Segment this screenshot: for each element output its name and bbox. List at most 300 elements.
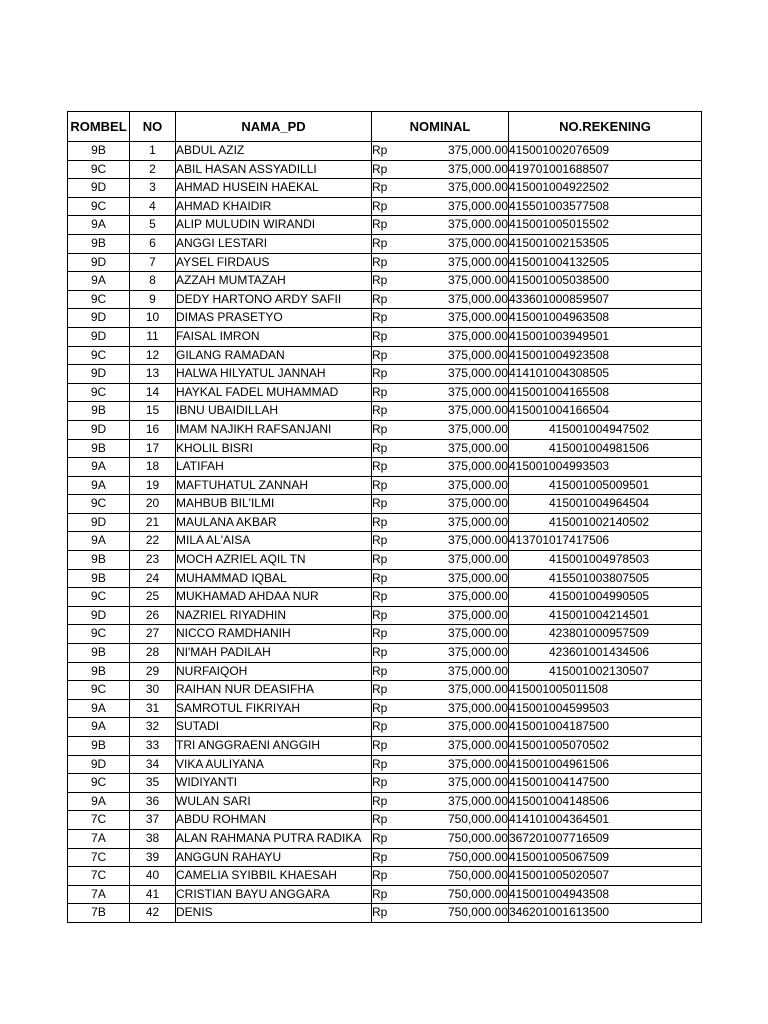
nominal-cell (372, 290, 509, 309)
table-row (68, 160, 702, 179)
table-row (68, 383, 702, 402)
no-cell: 25 (130, 588, 176, 607)
nominal-amount: 375,000.00 (447, 570, 508, 585)
currency-label: Rp (372, 589, 388, 604)
rekening-cell: 415001004599503 (509, 699, 702, 718)
nominal-amount: 375,000.00 (447, 700, 508, 715)
no-cell: 21 (130, 513, 176, 532)
nominal-amount: 375,000.00 (447, 514, 508, 529)
nominal-amount: 375,000.00 (447, 384, 508, 399)
rombel-cell: 9C (68, 774, 130, 793)
nama-cell: KHOLIL BISRI (176, 439, 372, 458)
no-cell: 10 (130, 309, 176, 328)
rekening-cell: 367201007716509 (509, 829, 702, 848)
nominal-amount: 375,000.00 (447, 793, 508, 808)
nominal-cell (372, 216, 509, 235)
rombel-cell: 9D (68, 513, 130, 532)
currency-label: Rp (372, 235, 388, 250)
no-cell: 22 (130, 532, 176, 551)
table-row (68, 551, 702, 570)
no-cell: 28 (130, 644, 176, 663)
nominal-amount: 375,000.00 (447, 589, 508, 604)
nama-cell: MUKHAMAD AHDAA NUR (176, 588, 372, 607)
nominal-cell (372, 699, 509, 718)
nama-cell: ABDUL AZIZ (176, 142, 372, 161)
table-row (68, 644, 702, 663)
no-cell: 19 (130, 476, 176, 495)
currency-label: Rp (372, 347, 388, 362)
nama-cell: CAMELIA SYIBBIL KHAESAH (176, 867, 372, 886)
table-row (68, 606, 702, 625)
rombel-cell: 7B (68, 904, 130, 923)
nama-cell: AZZAH MUMTAZAH (176, 272, 372, 291)
table-row (68, 402, 702, 421)
nominal-amount: 375,000.00 (447, 421, 508, 436)
rombel-cell: 9D (68, 365, 130, 384)
nominal-amount: 375,000.00 (447, 552, 508, 567)
nominal-cell (372, 848, 509, 867)
nama-cell: NICCO RAMDHANIH (176, 625, 372, 644)
no-cell: 23 (130, 551, 176, 570)
nominal-amount: 375,000.00 (447, 607, 508, 622)
rekening-cell: 415001005009501 (509, 476, 702, 495)
nama-cell: LATIFAH (176, 458, 372, 477)
rombel-cell: 9D (68, 309, 130, 328)
nominal-cell (372, 532, 509, 551)
table-row (68, 904, 702, 923)
nama-cell: MOCH AZRIEL AQIL TN (176, 551, 372, 570)
nominal-cell (372, 662, 509, 681)
table-row (68, 253, 702, 272)
nominal-cell (372, 829, 509, 848)
rekening-cell: 415001004147500 (509, 774, 702, 793)
table-row (68, 309, 702, 328)
no-cell: 12 (130, 346, 176, 365)
table-row (68, 569, 702, 588)
rombel-cell: 9A (68, 216, 130, 235)
rombel-cell: 9C (68, 383, 130, 402)
rekening-cell: 415001004947502 (509, 420, 702, 439)
nama-cell: RAIHAN NUR DEASIFHA (176, 681, 372, 700)
table-row (68, 327, 702, 346)
nama-cell: MUHAMMAD IQBAL (176, 569, 372, 588)
rombel-cell: 9D (68, 420, 130, 439)
rombel-cell: 9B (68, 142, 130, 161)
rombel-cell: 9C (68, 290, 130, 309)
nama-cell: HAYKAL FADEL MUHAMMAD (176, 383, 372, 402)
currency-label: Rp (372, 775, 388, 790)
no-cell: 17 (130, 439, 176, 458)
rekening-cell: 415001004165508 (509, 383, 702, 402)
recipient-table (67, 111, 702, 923)
no-cell: 30 (130, 681, 176, 700)
currency-label: Rp (372, 291, 388, 306)
nama-cell: DENIS (176, 904, 372, 923)
nominal-cell (372, 737, 509, 756)
nominal-amount: 375,000.00 (447, 143, 508, 157)
rombel-cell: 9C (68, 681, 130, 700)
rombel-cell: 9A (68, 792, 130, 811)
rekening-cell: 415501003577508 (509, 197, 702, 216)
nama-cell: TRI ANGGRAENI ANGGIH (176, 737, 372, 756)
nominal-amount: 375,000.00 (447, 738, 508, 752)
no-cell: 9 (130, 290, 176, 309)
rombel-cell: 9D (68, 327, 130, 346)
rekening-cell: 415001002153505 (509, 234, 702, 253)
rombel-cell: 9B (68, 234, 130, 253)
nominal-amount: 375,000.00 (447, 161, 508, 176)
nominal-cell (372, 569, 509, 588)
nama-cell: MILA AL'AISA (176, 532, 372, 551)
currency-label: Rp (372, 533, 388, 548)
no-cell: 2 (130, 160, 176, 179)
nominal-cell (372, 402, 509, 421)
nominal-cell (372, 755, 509, 774)
no-cell: 29 (130, 662, 176, 681)
currency-label: Rp (372, 198, 388, 213)
currency-label: Rp (372, 477, 388, 492)
table-row (68, 234, 702, 253)
nominal-cell (372, 476, 509, 495)
table-row (68, 792, 702, 811)
currency-label: Rp (372, 812, 388, 827)
nominal-cell (372, 383, 509, 402)
rombel-cell: 7A (68, 829, 130, 848)
no-cell: 3 (130, 179, 176, 198)
rombel-cell: 9C (68, 495, 130, 514)
rekening-cell: 423601001434506 (509, 644, 702, 663)
no-cell: 24 (130, 569, 176, 588)
nominal-amount: 750,000.00 (447, 830, 508, 845)
no-cell: 42 (130, 904, 176, 923)
nominal-amount: 375,000.00 (447, 403, 508, 418)
table-row (68, 420, 702, 439)
no-cell: 1 (130, 142, 176, 161)
table-row (68, 272, 702, 291)
rekening-cell: 415001002130507 (509, 662, 702, 681)
table-row (68, 829, 702, 848)
currency-label: Rp (372, 738, 388, 752)
no-cell: 31 (130, 699, 176, 718)
header-nominal: NOMINAL (372, 112, 509, 142)
currency-label: Rp (372, 161, 388, 176)
rekening-cell: 415001005038500 (509, 272, 702, 291)
nama-cell: AHMAD KHAIDIR (176, 197, 372, 216)
rombel-cell: 9D (68, 755, 130, 774)
rombel-cell: 9B (68, 439, 130, 458)
nominal-cell (372, 327, 509, 346)
table-body (68, 142, 702, 923)
rekening-cell: 415001004214501 (509, 606, 702, 625)
rekening-cell: 414101004308505 (509, 365, 702, 384)
no-cell: 32 (130, 718, 176, 737)
rekening-cell: 415001004923508 (509, 346, 702, 365)
no-cell: 16 (130, 420, 176, 439)
table-row (68, 458, 702, 477)
rekening-cell: 415001004964504 (509, 495, 702, 514)
nominal-cell (372, 811, 509, 830)
nominal-amount: 375,000.00 (447, 198, 508, 213)
nominal-amount: 375,000.00 (447, 273, 508, 288)
currency-label: Rp (372, 310, 388, 325)
header-nama-pd: NAMA_PD (176, 112, 372, 142)
rombel-cell: 9B (68, 569, 130, 588)
table-row (68, 513, 702, 532)
nama-cell: ANGGI LESTARI (176, 234, 372, 253)
nama-cell: AYSEL FIRDAUS (176, 253, 372, 272)
nominal-cell (372, 885, 509, 904)
nominal-cell (372, 142, 509, 161)
rekening-cell: 415001004961506 (509, 755, 702, 774)
nominal-cell (372, 365, 509, 384)
nominal-amount: 375,000.00 (447, 719, 508, 734)
nominal-cell (372, 904, 509, 923)
nominal-amount: 750,000.00 (447, 849, 508, 864)
table-row (68, 699, 702, 718)
currency-label: Rp (372, 793, 388, 808)
nominal-cell (372, 513, 509, 532)
rekening-cell: 433601000859507 (509, 290, 702, 309)
table-row (68, 662, 702, 681)
no-cell: 38 (130, 829, 176, 848)
nominal-amount: 375,000.00 (447, 310, 508, 325)
table-row (68, 848, 702, 867)
no-cell: 15 (130, 402, 176, 421)
nominal-cell (372, 774, 509, 793)
rombel-cell: 7C (68, 867, 130, 886)
nama-cell: DEDY HARTONO ARDY SAFII (176, 290, 372, 309)
no-cell: 7 (130, 253, 176, 272)
no-cell: 36 (130, 792, 176, 811)
currency-label: Rp (372, 607, 388, 622)
nominal-amount: 375,000.00 (447, 626, 508, 641)
rekening-cell: 415501003807505 (509, 569, 702, 588)
no-cell: 35 (130, 774, 176, 793)
rekening-cell: 415001005067509 (509, 848, 702, 867)
table-row (68, 718, 702, 737)
nominal-cell (372, 253, 509, 272)
rekening-cell: 419701001688507 (509, 160, 702, 179)
nominal-amount: 375,000.00 (447, 366, 508, 381)
rombel-cell: 9B (68, 402, 130, 421)
table-row (68, 197, 702, 216)
currency-label: Rp (372, 421, 388, 436)
rombel-cell: 7C (68, 848, 130, 867)
table-row (68, 681, 702, 700)
table-row (68, 179, 702, 198)
rombel-cell: 9A (68, 458, 130, 477)
table-row (68, 867, 702, 886)
rekening-cell: 415001004943508 (509, 885, 702, 904)
nominal-amount: 375,000.00 (447, 682, 508, 697)
nama-cell: MAULANA AKBAR (176, 513, 372, 532)
rekening-cell: 415001004978503 (509, 551, 702, 570)
header-rombel: ROMBEL (68, 112, 130, 142)
no-cell: 4 (130, 197, 176, 216)
nominal-amount: 375,000.00 (447, 180, 508, 195)
nominal-cell (372, 718, 509, 737)
nama-cell: NI'MAH PADILAH (176, 644, 372, 663)
nama-cell: NURFAIQOH (176, 662, 372, 681)
rekening-cell: 415001004993503 (509, 458, 702, 477)
currency-label: Rp (372, 496, 388, 511)
currency-label: Rp (372, 682, 388, 697)
nama-cell: SAMROTUL FIKRIYAH (176, 699, 372, 718)
table-row (68, 439, 702, 458)
table-row (68, 365, 702, 384)
table-row (68, 532, 702, 551)
no-cell: 11 (130, 327, 176, 346)
rekening-cell: 415001004981506 (509, 439, 702, 458)
currency-label: Rp (372, 570, 388, 585)
nominal-cell (372, 197, 509, 216)
nama-cell: SUTADI (176, 718, 372, 737)
rekening-cell: 423801000957509 (509, 625, 702, 644)
currency-label: Rp (372, 719, 388, 734)
table-row (68, 476, 702, 495)
rombel-cell: 9A (68, 699, 130, 718)
nama-cell: VIKA AULIYANA (176, 755, 372, 774)
header-no-rekening: NO.REKENING (509, 112, 702, 142)
nominal-cell (372, 625, 509, 644)
nominal-amount: 375,000.00 (447, 254, 508, 269)
nominal-cell (372, 551, 509, 570)
no-cell: 39 (130, 848, 176, 867)
nama-cell: FAISAL IMRON (176, 327, 372, 346)
currency-label: Rp (372, 849, 388, 864)
rekening-cell: 415001003949501 (509, 327, 702, 346)
rekening-cell: 415001004963508 (509, 309, 702, 328)
no-cell: 8 (130, 272, 176, 291)
currency-label: Rp (372, 143, 388, 157)
nominal-amount: 375,000.00 (447, 291, 508, 306)
rombel-cell: 9B (68, 662, 130, 681)
nominal-cell (372, 588, 509, 607)
nominal-amount: 375,000.00 (447, 459, 508, 474)
table-row (68, 885, 702, 904)
currency-label: Rp (372, 905, 388, 920)
nominal-cell (372, 681, 509, 700)
currency-label: Rp (372, 645, 388, 660)
nama-cell: CRISTIAN BAYU ANGGARA (176, 885, 372, 904)
nama-cell: AHMAD HUSEIN HAEKAL (176, 179, 372, 198)
nominal-amount: 375,000.00 (447, 440, 508, 455)
nama-cell: MAHBUB BIL'ILMI (176, 495, 372, 514)
nominal-amount: 375,000.00 (447, 775, 508, 790)
table-row (68, 495, 702, 514)
currency-label: Rp (372, 886, 388, 901)
nominal-amount: 750,000.00 (447, 905, 508, 920)
nominal-amount: 375,000.00 (447, 663, 508, 678)
currency-label: Rp (372, 552, 388, 567)
nama-cell: HALWA HILYATUL JANNAH (176, 365, 372, 384)
currency-label: Rp (372, 459, 388, 474)
no-cell: 34 (130, 755, 176, 774)
rekening-cell: 415001005011508 (509, 681, 702, 700)
rekening-cell: 414101004364501 (509, 811, 702, 830)
nama-cell: ANGGUN RAHAYU (176, 848, 372, 867)
rekening-cell: 346201001613500 (509, 904, 702, 923)
currency-label: Rp (372, 868, 388, 883)
currency-label: Rp (372, 273, 388, 288)
currency-label: Rp (372, 403, 388, 418)
nama-cell: ABDU ROHMAN (176, 811, 372, 830)
table-row (68, 625, 702, 644)
nominal-cell (372, 179, 509, 198)
rekening-cell: 415001004990505 (509, 588, 702, 607)
no-cell: 18 (130, 458, 176, 477)
nominal-cell (372, 644, 509, 663)
nominal-cell (372, 495, 509, 514)
rekening-cell: 415001004187500 (509, 718, 702, 737)
rombel-cell: 7C (68, 811, 130, 830)
nominal-cell (372, 439, 509, 458)
no-cell: 14 (130, 383, 176, 402)
rekening-cell: 415001004132505 (509, 253, 702, 272)
no-cell: 6 (130, 234, 176, 253)
rekening-cell: 415001005015502 (509, 216, 702, 235)
table-row (68, 755, 702, 774)
rekening-cell: 415001005070502 (509, 737, 702, 756)
currency-label: Rp (372, 366, 388, 381)
rekening-cell: 415001004148506 (509, 792, 702, 811)
rekening-cell: 415001002076509 (509, 142, 702, 161)
no-cell: 26 (130, 606, 176, 625)
nominal-amount: 375,000.00 (447, 217, 508, 232)
rombel-cell: 9C (68, 160, 130, 179)
nama-cell: IBNU UBAIDILLAH (176, 402, 372, 421)
currency-label: Rp (372, 700, 388, 715)
no-cell: 5 (130, 216, 176, 235)
table-row (68, 290, 702, 309)
rombel-cell: 9B (68, 644, 130, 663)
rombel-cell: 9D (68, 253, 130, 272)
no-cell: 40 (130, 867, 176, 886)
nama-cell: MAFTUHATUL ZANNAH (176, 476, 372, 495)
nominal-cell (372, 272, 509, 291)
rekening-cell: 415001005020507 (509, 867, 702, 886)
no-cell: 41 (130, 885, 176, 904)
rekening-cell: 415001004922502 (509, 179, 702, 198)
currency-label: Rp (372, 217, 388, 232)
nama-cell: DIMAS PRASETYO (176, 309, 372, 328)
table-row (68, 588, 702, 607)
nominal-amount: 375,000.00 (447, 477, 508, 492)
rombel-cell: 9A (68, 272, 130, 291)
nominal-cell (372, 420, 509, 439)
nama-cell: ALAN RAHMANA PUTRA RADIKA (176, 829, 372, 848)
no-cell: 13 (130, 365, 176, 384)
rombel-cell: 9A (68, 532, 130, 551)
nominal-amount: 375,000.00 (447, 328, 508, 343)
currency-label: Rp (372, 626, 388, 641)
nama-cell: ALIP MULUDIN WIRANDI (176, 216, 372, 235)
nama-cell: GILANG RAMADAN (176, 346, 372, 365)
rombel-cell: 9B (68, 551, 130, 570)
nominal-cell (372, 234, 509, 253)
rombel-cell: 9A (68, 718, 130, 737)
table-row (68, 737, 702, 756)
rombel-cell: 9C (68, 625, 130, 644)
nominal-amount: 750,000.00 (447, 812, 508, 827)
no-cell: 20 (130, 495, 176, 514)
nominal-cell (372, 606, 509, 625)
rekening-cell: 413701017417506 (509, 532, 702, 551)
nominal-amount: 375,000.00 (447, 235, 508, 250)
rombel-cell: 9C (68, 588, 130, 607)
currency-label: Rp (372, 756, 388, 771)
currency-label: Rp (372, 384, 388, 399)
